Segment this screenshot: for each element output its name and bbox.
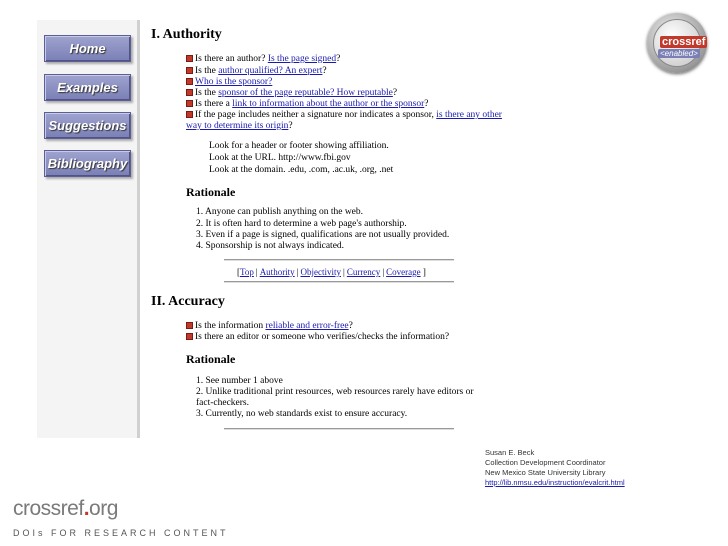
checkbox-icon bbox=[186, 111, 193, 118]
nav-suggestions-button[interactable]: Suggestions bbox=[44, 112, 131, 139]
item-text: ? bbox=[348, 321, 353, 331]
credit-org: New Mexico State University Library bbox=[485, 468, 606, 477]
tip-2: Look at the URL. http://www.fbi.gov bbox=[209, 153, 351, 163]
checkbox-icon bbox=[186, 67, 193, 74]
rationale-item: 3. Currently, no web standards exist to ensure accuracy. bbox=[196, 409, 408, 419]
authority-item-4 bbox=[186, 88, 397, 98]
authority-item-3 bbox=[186, 77, 272, 87]
logo-main: crossref bbox=[13, 497, 84, 520]
link-sponsor-reputable[interactable]: sponsor of the page reputable? How reputable bbox=[218, 88, 393, 98]
rationale-item: 1. See number 1 above bbox=[196, 376, 283, 386]
checkbox-icon bbox=[186, 100, 193, 107]
section-rule bbox=[224, 281, 454, 283]
crossref-enabled-badge bbox=[647, 13, 707, 73]
nav-separator: | bbox=[343, 267, 345, 277]
nav-divider bbox=[137, 20, 140, 438]
rationale-item: 4. Sponsorship is not always indicated. bbox=[196, 241, 345, 251]
nav-bracket: ] bbox=[420, 267, 426, 277]
accuracy-item-2 bbox=[186, 332, 449, 342]
badge-inner bbox=[653, 19, 706, 67]
tip-1: Look for a header or footer showing affiliation. bbox=[209, 141, 389, 151]
authority-item-1 bbox=[186, 54, 340, 64]
badge-sub: <enabled> bbox=[660, 49, 698, 58]
accuracy-item-1 bbox=[186, 321, 353, 331]
authority-item-6-cont bbox=[186, 121, 293, 131]
logo-dot: . bbox=[83, 497, 90, 520]
accuracy-heading: II. Accuracy bbox=[151, 294, 225, 309]
nav-separator: | bbox=[255, 267, 258, 277]
section-rule bbox=[224, 428, 454, 430]
accuracy-rationale-title: Rationale bbox=[186, 352, 236, 366]
badge-brand: crossref bbox=[662, 36, 706, 48]
credit-block bbox=[485, 448, 625, 488]
crossref-logo bbox=[13, 497, 118, 521]
credit-name: Susan E. Beck bbox=[485, 448, 535, 457]
section-nav-coverage[interactable]: Coverage bbox=[386, 267, 421, 277]
checkbox-icon bbox=[186, 322, 193, 329]
item-text: Is there a bbox=[195, 99, 233, 109]
checkbox-icon bbox=[186, 333, 193, 340]
link-determine-origin[interactable]: way to determine its origin bbox=[186, 121, 289, 131]
checkbox-icon bbox=[186, 78, 193, 85]
section-rule bbox=[224, 259, 454, 261]
nav-separator: | bbox=[382, 267, 385, 277]
nav-home-button[interactable]: Home bbox=[44, 35, 131, 62]
link-page-signed[interactable]: Is the page signed bbox=[267, 54, 337, 64]
item-text: ? bbox=[288, 121, 293, 131]
authority-rationale-title: Rationale bbox=[186, 185, 236, 199]
link-who-sponsor[interactable]: Who is the sponsor? bbox=[195, 77, 273, 87]
link-author-qualified[interactable]: author qualified? An expert bbox=[218, 66, 323, 76]
tip-3: Look at the domain. .edu, .com, .ac.uk, .org, .net bbox=[209, 165, 394, 175]
rationale-item: fact-checkers. bbox=[196, 398, 250, 408]
item-text: Is there an author? bbox=[195, 54, 268, 64]
item-text: ? bbox=[336, 54, 341, 64]
section-nav bbox=[237, 267, 426, 277]
authority-item-6 bbox=[186, 110, 502, 120]
section-nav-objectivity[interactable]: Objectivity bbox=[300, 267, 341, 277]
crossref-tagline: DOIs FOR RESEARCH CONTENT bbox=[13, 528, 229, 538]
authority-item-2 bbox=[186, 66, 327, 76]
item-text: Is the information bbox=[195, 321, 266, 331]
nav-separator: | bbox=[296, 267, 299, 277]
link-other-way[interactable]: is there any other bbox=[436, 110, 502, 120]
item-text: ? bbox=[392, 88, 398, 98]
section-nav-currency[interactable]: Currency bbox=[346, 267, 381, 277]
checkbox-icon bbox=[186, 55, 193, 62]
credit-url[interactable]: http://lib.nmsu.edu/instruction/evalcrit.html bbox=[485, 478, 625, 487]
section-nav-top[interactable]: Top bbox=[240, 267, 254, 277]
rationale-item: 2. It is often hard to determine a web page's authorship. bbox=[196, 219, 407, 229]
nav-examples-button[interactable]: Examples bbox=[44, 74, 131, 101]
rationale-item: 1. Anyone can publish anything on the web. bbox=[196, 207, 364, 217]
item-text: If the page includes neither a signature nor indicates a sponsor, bbox=[195, 110, 437, 120]
logo-tld: org bbox=[89, 497, 118, 520]
link-reliable[interactable]: reliable and error-free bbox=[265, 321, 349, 331]
item-text: Is there an editor or someone who verifies/checks the information? bbox=[195, 332, 450, 342]
rationale-item: 2. Unlike traditional print resources, web resources rarely have editors or bbox=[196, 387, 474, 397]
item-text: ? bbox=[424, 99, 429, 109]
link-author-info[interactable]: link to information about the author or the sponsor bbox=[232, 99, 425, 109]
nav-bibliography-button[interactable]: Bibliography bbox=[44, 150, 131, 177]
item-text: ? bbox=[322, 66, 327, 76]
section-nav-authority[interactable]: Authority bbox=[259, 267, 295, 277]
credit-title: Collection Development Coordinator bbox=[485, 458, 606, 467]
nav-bracket: [ bbox=[237, 267, 240, 277]
authority-heading: I. Authority bbox=[151, 27, 222, 42]
checkbox-icon bbox=[186, 89, 193, 96]
item-text: Is the bbox=[195, 66, 219, 76]
item-text: Is the bbox=[195, 88, 219, 98]
rationale-item: 3. Even if a page is signed, qualifications are not usually provided. bbox=[196, 230, 450, 240]
authority-item-5 bbox=[186, 99, 429, 109]
left-nav bbox=[37, 20, 137, 438]
